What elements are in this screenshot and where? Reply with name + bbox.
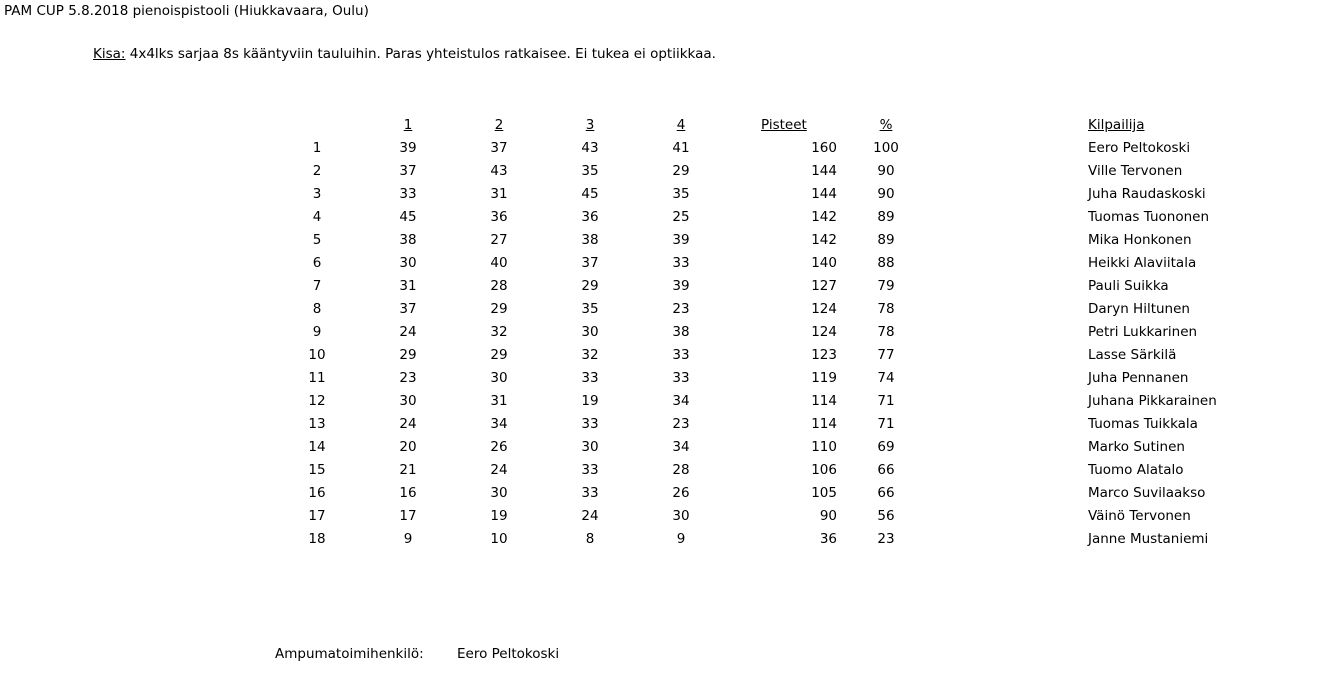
cell-series-3: 33 [581, 370, 599, 386]
cell-series-1: 38 [399, 232, 417, 248]
cell-percent: 78 [877, 301, 895, 317]
table-row [0, 209, 1318, 232]
cell-series-4: 23 [672, 416, 690, 432]
cell-series-1: 30 [399, 255, 417, 271]
cell-series-2: 43 [490, 163, 508, 179]
cell-percent: 77 [877, 347, 895, 363]
cell-series-1: 9 [403, 531, 413, 547]
cell-name: Eero Peltokoski [1088, 140, 1191, 156]
cell-series-2: 29 [490, 347, 508, 363]
cell-series-4: 39 [672, 232, 690, 248]
cell-rank: 13 [308, 416, 326, 432]
cell-series-2: 40 [490, 255, 508, 271]
cell-series-2: 30 [490, 485, 508, 501]
table-row [0, 301, 1318, 324]
cell-rank: 12 [308, 393, 326, 409]
cell-pisteet: 106 [811, 462, 837, 478]
table-row [0, 255, 1318, 278]
cell-series-2: 32 [490, 324, 508, 340]
kisa-text: 4x4lks sarjaa 8s kääntyviin tauluihin. Paras yhteistulos ratkaisee. Ei tukea ei optiikkaa. [129, 46, 716, 62]
cell-series-1: 33 [399, 186, 417, 202]
cell-pisteet: 90 [819, 508, 837, 524]
cell-rank: 9 [312, 324, 322, 340]
cell-series-3: 35 [581, 163, 599, 179]
cell-rank: 7 [312, 278, 322, 294]
cell-rank: 4 [312, 209, 322, 225]
cell-pisteet: 119 [811, 370, 837, 386]
cell-series-4: 34 [672, 439, 690, 455]
cell-series-2: 31 [490, 393, 508, 409]
cell-series-2: 30 [490, 370, 508, 386]
footer-value: Eero Peltokoski [457, 646, 560, 662]
cell-name: Tuomas Tuikkala [1088, 416, 1198, 432]
cell-series-3: 36 [581, 209, 599, 225]
cell-series-4: 30 [672, 508, 690, 524]
cell-name: Lasse Särkilä [1088, 347, 1177, 363]
cell-series-2: 27 [490, 232, 508, 248]
cell-name: Ville Tervonen [1088, 163, 1183, 179]
table-row [0, 232, 1318, 255]
cell-series-3: 19 [581, 393, 599, 409]
cell-series-1: 23 [399, 370, 417, 386]
cell-pisteet: 140 [811, 255, 837, 271]
cell-series-3: 43 [581, 140, 599, 156]
table-row [0, 416, 1318, 439]
cell-series-2: 28 [490, 278, 508, 294]
header-series-2: 2 [494, 117, 504, 133]
cell-percent: 66 [877, 485, 895, 501]
cell-name: Marco Suvilaakso [1088, 485, 1206, 501]
cell-pisteet: 114 [811, 416, 837, 432]
table-row [0, 508, 1318, 531]
cell-series-2: 26 [490, 439, 508, 455]
cell-series-3: 33 [581, 485, 599, 501]
cell-percent: 100 [873, 140, 899, 156]
table-row [0, 347, 1318, 370]
cell-pisteet: 160 [811, 140, 837, 156]
header-percent: % [879, 117, 893, 133]
table-row [0, 278, 1318, 301]
cell-name: Mika Honkonen [1088, 232, 1192, 248]
cell-rank: 10 [308, 347, 326, 363]
table-row [0, 485, 1318, 508]
cell-percent: 78 [877, 324, 895, 340]
cell-percent: 79 [877, 278, 895, 294]
cell-series-2: 36 [490, 209, 508, 225]
cell-rank: 17 [308, 508, 326, 524]
cell-pisteet: 144 [811, 186, 837, 202]
kisa-label: Kisa: [93, 46, 126, 62]
cell-series-1: 20 [399, 439, 417, 455]
table-row [0, 370, 1318, 393]
cell-series-1: 24 [399, 416, 417, 432]
cell-name: Juhana Pikkarainen [1088, 393, 1217, 409]
cell-pisteet: 110 [811, 439, 837, 455]
table-row [0, 163, 1318, 186]
cell-pisteet: 127 [811, 278, 837, 294]
cell-series-4: 33 [672, 255, 690, 271]
cell-series-3: 30 [581, 439, 599, 455]
cell-series-3: 45 [581, 186, 599, 202]
cell-series-1: 21 [399, 462, 417, 478]
cell-series-1: 30 [399, 393, 417, 409]
cell-series-4: 28 [672, 462, 690, 478]
cell-percent: 89 [877, 209, 895, 225]
cell-pisteet: 124 [811, 301, 837, 317]
header-series-3: 3 [585, 117, 595, 133]
cell-pisteet: 36 [819, 531, 837, 547]
cell-series-3: 35 [581, 301, 599, 317]
header-pisteet: Pisteet [761, 117, 807, 133]
cell-name: Pauli Suikka [1088, 278, 1169, 294]
cell-series-1: 37 [399, 163, 417, 179]
cell-rank: 8 [312, 301, 322, 317]
cell-rank: 3 [312, 186, 322, 202]
cell-name: Tuomas Tuononen [1088, 209, 1210, 225]
cell-series-4: 25 [672, 209, 690, 225]
cell-series-2: 19 [490, 508, 508, 524]
cell-series-4: 23 [672, 301, 690, 317]
cell-series-4: 33 [672, 370, 690, 386]
cell-series-4: 29 [672, 163, 690, 179]
table-row [0, 140, 1318, 163]
cell-series-3: 33 [581, 462, 599, 478]
cell-percent: 89 [877, 232, 895, 248]
cell-pisteet: 114 [811, 393, 837, 409]
cell-name: Väinö Tervonen [1088, 508, 1191, 524]
cell-series-1: 45 [399, 209, 417, 225]
cell-percent: 66 [877, 462, 895, 478]
cell-percent: 69 [877, 439, 895, 455]
cell-series-3: 8 [585, 531, 595, 547]
cell-pisteet: 144 [811, 163, 837, 179]
cell-rank: 2 [312, 163, 322, 179]
table-row [0, 393, 1318, 416]
cell-series-4: 33 [672, 347, 690, 363]
cell-series-1: 24 [399, 324, 417, 340]
cell-rank: 11 [308, 370, 326, 386]
cell-rank: 14 [308, 439, 326, 455]
cell-name: Daryn Hiltunen [1088, 301, 1190, 317]
header-series-4: 4 [676, 117, 686, 133]
cell-series-2: 31 [490, 186, 508, 202]
cell-series-4: 34 [672, 393, 690, 409]
cell-series-1: 37 [399, 301, 417, 317]
cell-percent: 56 [877, 508, 895, 524]
cell-pisteet: 142 [811, 232, 837, 248]
cell-series-2: 34 [490, 416, 508, 432]
cell-percent: 71 [877, 416, 895, 432]
cell-series-1: 31 [399, 278, 417, 294]
cell-series-2: 29 [490, 301, 508, 317]
cell-series-3: 29 [581, 278, 599, 294]
cell-rank: 16 [308, 485, 326, 501]
cell-series-3: 38 [581, 232, 599, 248]
header-kilpailija: Kilpailija [1088, 117, 1145, 133]
cell-series-3: 30 [581, 324, 599, 340]
cell-series-2: 37 [490, 140, 508, 156]
footer-label: Ampumatoimihenkilö: [275, 646, 424, 662]
cell-percent: 74 [877, 370, 895, 386]
competition-description [93, 46, 716, 62]
cell-pisteet: 123 [811, 347, 837, 363]
cell-percent: 90 [877, 163, 895, 179]
cell-series-4: 9 [676, 531, 686, 547]
cell-name: Petri Lukkarinen [1088, 324, 1198, 340]
header-series-1: 1 [403, 117, 413, 133]
cell-pisteet: 142 [811, 209, 837, 225]
cell-name: Janne Mustaniemi [1088, 531, 1209, 547]
document-title: PAM CUP 5.8.2018 pienoispistooli (Hiukkavaara, Oulu) [4, 3, 369, 19]
cell-series-3: 24 [581, 508, 599, 524]
table-row [0, 439, 1318, 462]
cell-series-4: 41 [672, 140, 690, 156]
cell-name: Juha Raudaskoski [1088, 186, 1206, 202]
cell-rank: 18 [308, 531, 326, 547]
cell-percent: 90 [877, 186, 895, 202]
cell-series-4: 35 [672, 186, 690, 202]
cell-series-1: 16 [399, 485, 417, 501]
table-row [0, 531, 1318, 554]
cell-rank: 5 [312, 232, 322, 248]
cell-pisteet: 124 [811, 324, 837, 340]
cell-series-4: 39 [672, 278, 690, 294]
cell-series-2: 10 [490, 531, 508, 547]
cell-name: Marko Sutinen [1088, 439, 1185, 455]
cell-series-3: 37 [581, 255, 599, 271]
cell-series-1: 39 [399, 140, 417, 156]
table-row [0, 462, 1318, 485]
cell-percent: 23 [877, 531, 895, 547]
cell-rank: 1 [312, 140, 322, 156]
cell-percent: 88 [877, 255, 895, 271]
cell-series-1: 17 [399, 508, 417, 524]
cell-series-1: 29 [399, 347, 417, 363]
cell-name: Heikki Alaviitala [1088, 255, 1197, 271]
cell-rank: 15 [308, 462, 326, 478]
cell-series-3: 33 [581, 416, 599, 432]
table-row [0, 186, 1318, 209]
cell-series-3: 32 [581, 347, 599, 363]
table-row [0, 324, 1318, 347]
cell-rank: 6 [312, 255, 322, 271]
cell-name: Juha Pennanen [1088, 370, 1189, 386]
cell-series-2: 24 [490, 462, 508, 478]
cell-name: Tuomo Alatalo [1088, 462, 1184, 478]
cell-pisteet: 105 [811, 485, 837, 501]
cell-series-4: 38 [672, 324, 690, 340]
cell-series-4: 26 [672, 485, 690, 501]
cell-percent: 71 [877, 393, 895, 409]
